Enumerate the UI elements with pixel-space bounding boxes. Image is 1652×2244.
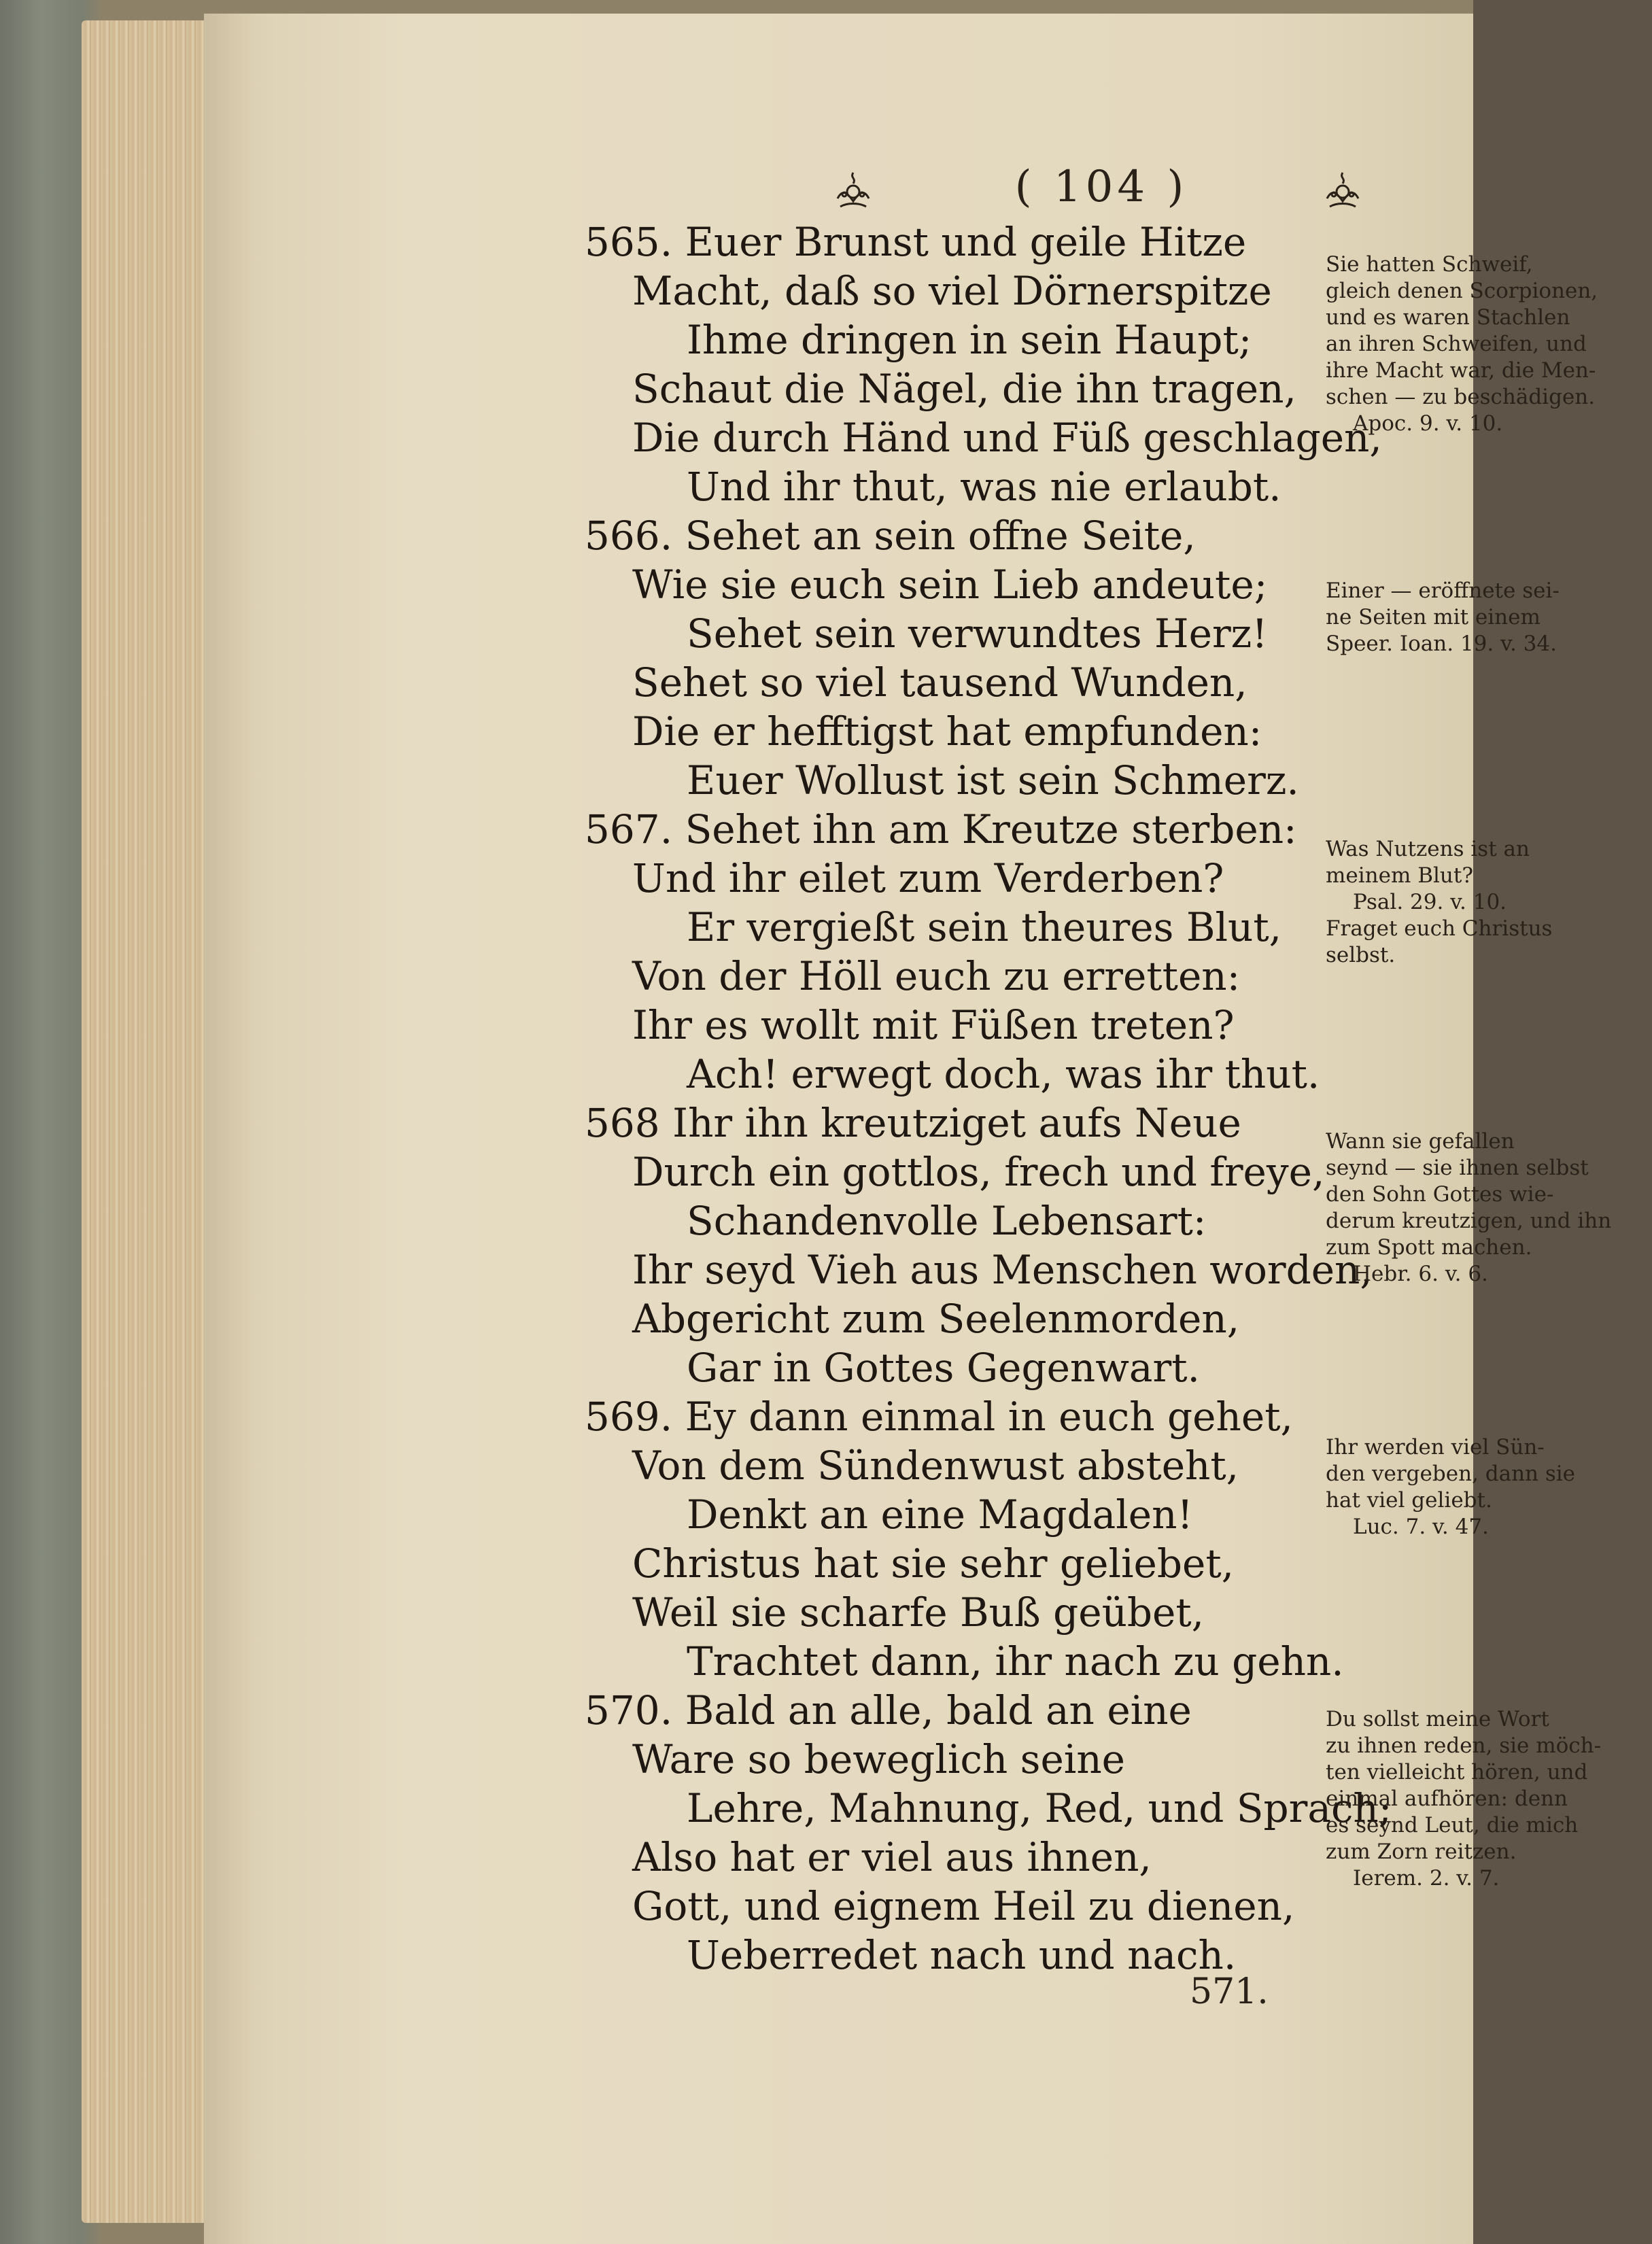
verse-line: Gott, und eignem Heil zu dienen, bbox=[632, 1883, 1295, 1929]
verse-line: Schandenvolle Lebensart: bbox=[687, 1198, 1207, 1244]
verse-line: 566. Sehet an sein offne Seite, bbox=[585, 513, 1196, 559]
verse-line: Durch ein gottlos, frech und freye, bbox=[632, 1149, 1325, 1195]
book-page bbox=[204, 14, 1612, 2244]
verse-line: Sehet sein verwundtes Herz! bbox=[687, 610, 1268, 657]
verse-line: 568 Ihr ihn kreutziget aufs Neue bbox=[585, 1100, 1241, 1146]
verse-line: Euer Wollust ist sein Schmerz. bbox=[687, 757, 1299, 804]
verse-line: Ihme dringen in sein Haupt; bbox=[687, 317, 1252, 363]
verse-line: Von der Höll euch zu erretten: bbox=[632, 953, 1241, 999]
verse-line: Er vergießt sein theures Blut, bbox=[687, 904, 1282, 950]
verse-line: Also hat er viel aus ihnen, bbox=[632, 1834, 1152, 1880]
verse-line: Denkt an eine Magdalen! bbox=[687, 1491, 1193, 1538]
scripture-reference: Hebr. 6. v. 6. bbox=[1353, 1262, 1488, 1286]
verse-line: Die durch Händ und Füß geschlagen, bbox=[632, 415, 1382, 461]
verse-number: 568 bbox=[585, 1100, 660, 1146]
verse-line: Macht, daß so viel Dörnerspitze bbox=[632, 268, 1272, 314]
margin-note: Du sollst meine Wort zu ihnen reden, sie möch- ten vielleicht hören, und einmal aufhören: denn es seynd Leut, die mich zum Zorn reitzen. Ierem. 2. v. 7. bbox=[1326, 1706, 1652, 1892]
verse-line: Ueberredet nach und nach. bbox=[687, 1932, 1237, 1978]
verse-line: Christus hat sie sehr geliebet, bbox=[632, 1540, 1235, 1587]
verse-number: 566. bbox=[585, 513, 673, 559]
verse-line: 567. Sehet ihn am Kreutze sterben: bbox=[585, 806, 1297, 852]
verse-line: Gar in Gottes Gegenwart. bbox=[687, 1345, 1200, 1391]
margin-note: Ihr werden viel Sün- den vergeben, dann sie hat viel geliebt. Luc. 7. v. 47. bbox=[1326, 1434, 1652, 1540]
verse-line: Weil sie scharfe Buß geübet, bbox=[632, 1589, 1205, 1636]
catchword: 571. bbox=[1190, 1971, 1269, 2012]
page-header bbox=[816, 162, 1428, 223]
verse-line: Ihr es wollt mit Füßen treten? bbox=[632, 1002, 1235, 1048]
verse-line: Wie sie euch sein Lieb andeute; bbox=[632, 562, 1268, 608]
verse-number: 567. bbox=[585, 806, 673, 852]
verse-line: Sehet so viel tausend Wunden, bbox=[632, 659, 1247, 706]
margin-note: Was Nutzens ist an meinem Blut? Psal. 29. v. 10. Fraget euch Christus selbst. bbox=[1326, 836, 1652, 969]
margin-note: Wann sie gefallen seynd — sie ihnen selbst den Sohn Gottes wie- derum kreutzigen, und ihn zum Spott machen. Hebr. 6. v. 6. bbox=[1326, 1128, 1652, 1288]
scripture-reference: Apoc. 9. v. 10. bbox=[1353, 411, 1503, 436]
verse-line: Lehre, Mahnung, Red, und Sprach; bbox=[687, 1785, 1392, 1831]
margin-note: Sie hatten Schweif, gleich denen Scorpionen, und es waren Stachlen an ihren Schweifen, und ihre Macht war, die Men- schen — zu beschädigen. Apoc. 9. v. 10. bbox=[1326, 252, 1652, 437]
page-number: ( 104 ) bbox=[1014, 162, 1188, 212]
verse-line: Die er hefftigst hat empfunden: bbox=[632, 708, 1262, 755]
verse-line: Und ihr eilet zum Verderben? bbox=[632, 855, 1224, 901]
verse-line: Und ihr thut, was nie erlaubt. bbox=[687, 464, 1281, 510]
scripture-reference: Luc. 7. v. 47. bbox=[1353, 1515, 1489, 1539]
verse-line: Abgericht zum Seelenmorden, bbox=[632, 1296, 1240, 1342]
scripture-reference: Psal. 29. v. 10. bbox=[1353, 890, 1507, 914]
verse-line: Schaut die Nägel, die ihn tragen, bbox=[632, 366, 1296, 412]
verse-line: Ihr seyd Vieh aus Menschen worden, bbox=[632, 1247, 1373, 1293]
verse-number: 570. bbox=[585, 1687, 673, 1733]
verse-line: Ware so beweglich seine bbox=[632, 1736, 1125, 1782]
verse-line: 569. Ey dann einmal in euch gehet, bbox=[585, 1394, 1293, 1440]
verse-number: 569. bbox=[585, 1394, 673, 1440]
verse-line: 565. Euer Brunst und geile Hitze bbox=[585, 219, 1247, 265]
margin-note: Einer — eröffnete sei- ne Seiten mit einem Speer. Ioan. 19. v. 34. bbox=[1326, 579, 1560, 656]
verse-line: Von dem Sündenwust absteht, bbox=[632, 1443, 1239, 1489]
verse-line: Ach! erwegt doch, was ihr thut. bbox=[687, 1051, 1320, 1097]
floral-ornament-icon bbox=[1319, 167, 1366, 215]
scripture-reference: Ierem. 2. v. 7. bbox=[1353, 1866, 1500, 1891]
verse-line: 570. Bald an alle, bald an eine bbox=[585, 1687, 1192, 1733]
floral-ornament-icon bbox=[829, 167, 877, 215]
verse-number: 565. bbox=[585, 219, 673, 265]
verse-line: Trachtet dann, ihr nach zu gehn. bbox=[687, 1638, 1344, 1685]
